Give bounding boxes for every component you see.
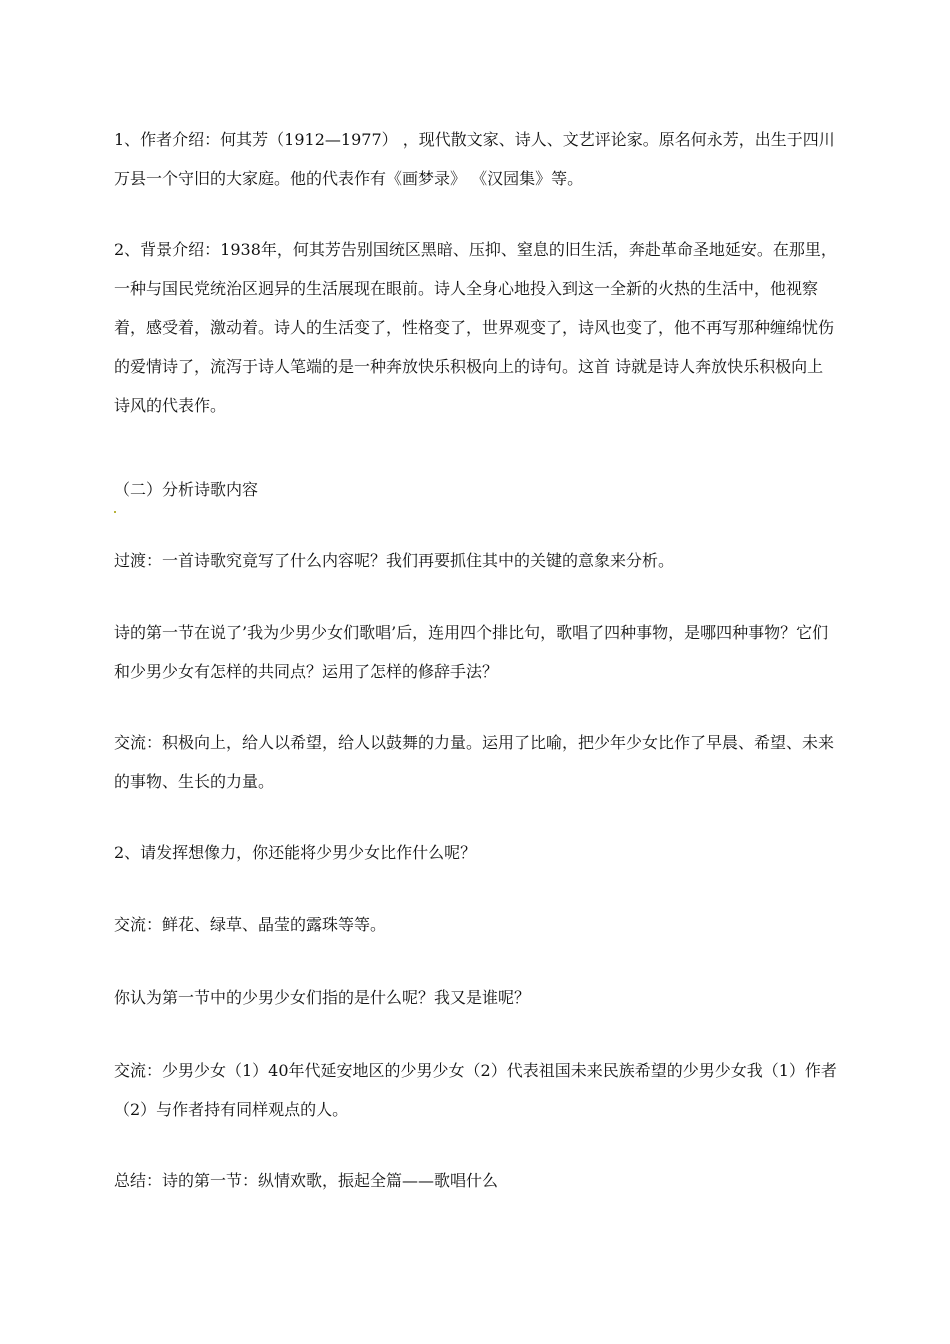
- section-heading: （二）分析诗歌内容: [114, 480, 259, 499]
- answer-paragraph-1: 交流：积极向上，给人以希望，给人以鼓舞的力量。运用了比喻，把少年少女比作了早晨、希望、未来的事物、生长的力量。: [114, 733, 835, 791]
- answer-paragraph-3: 交流：少男少女（1）40年代延安地区的少男少女（2）代表祖国未来民族希望的少男少女我（1）作者（2）与作者持有同样观点的人。: [114, 1061, 837, 1119]
- question-paragraph-1: 诗的第一节在说了’我为少男少女们歌唱’后，连用四个排比句，歌唱了四种事物，是哪四种事物？它们和少男少女有怎样的共同点？运用了怎样的修辞手法？: [114, 623, 829, 681]
- question-paragraph-3: 你认为第一节中的少男少女们指的是什么呢？我又是谁呢？: [114, 988, 531, 1007]
- background-intro-paragraph: 2、背景介绍：1938年，何其芳告别国统区黑暗、压抑、窒息的旧生活，奔赴革命圣地延安。在那里，一种与国民党统治区迥异的生活展现在眼前。诗人全身心地投入到这一全新的火热的生活中，他视察着，感受着，激动着。诗人的生活变了，性格变了，世界观变了，诗风也变了，他不再写那种缠绵忧伤的爱情诗了，流泻于诗人笔端的是一种奔放快乐积极向上的诗句。这首 诗就是诗人奔放快乐积极向上诗风的代表作。: [114, 240, 837, 415]
- author-intro-paragraph: 1、作者介绍：何其芳（1912—1977） ，现代散文家、诗人、文艺评论家。原名何永芳，出生于四川万县一个守旧的大家庭。他的代表作有《画梦录》 《汉园集》等。: [114, 130, 835, 188]
- summary-paragraph: 总结：诗的第一节：纵情欢歌，振起全篇——歌唱什么: [114, 1171, 499, 1190]
- cursor-mark: [114, 511, 116, 513]
- answer-paragraph-2: 交流：鲜花、绿草、晶莹的露珠等等。: [114, 915, 387, 934]
- question-paragraph-2: 2、请发挥想像力，你还能将少男少女比作什么呢？: [114, 843, 477, 862]
- transition-paragraph: 过渡：一首诗歌究竟写了什么内容呢？我们再要抓住其中的关键的意象来分析。: [114, 551, 675, 570]
